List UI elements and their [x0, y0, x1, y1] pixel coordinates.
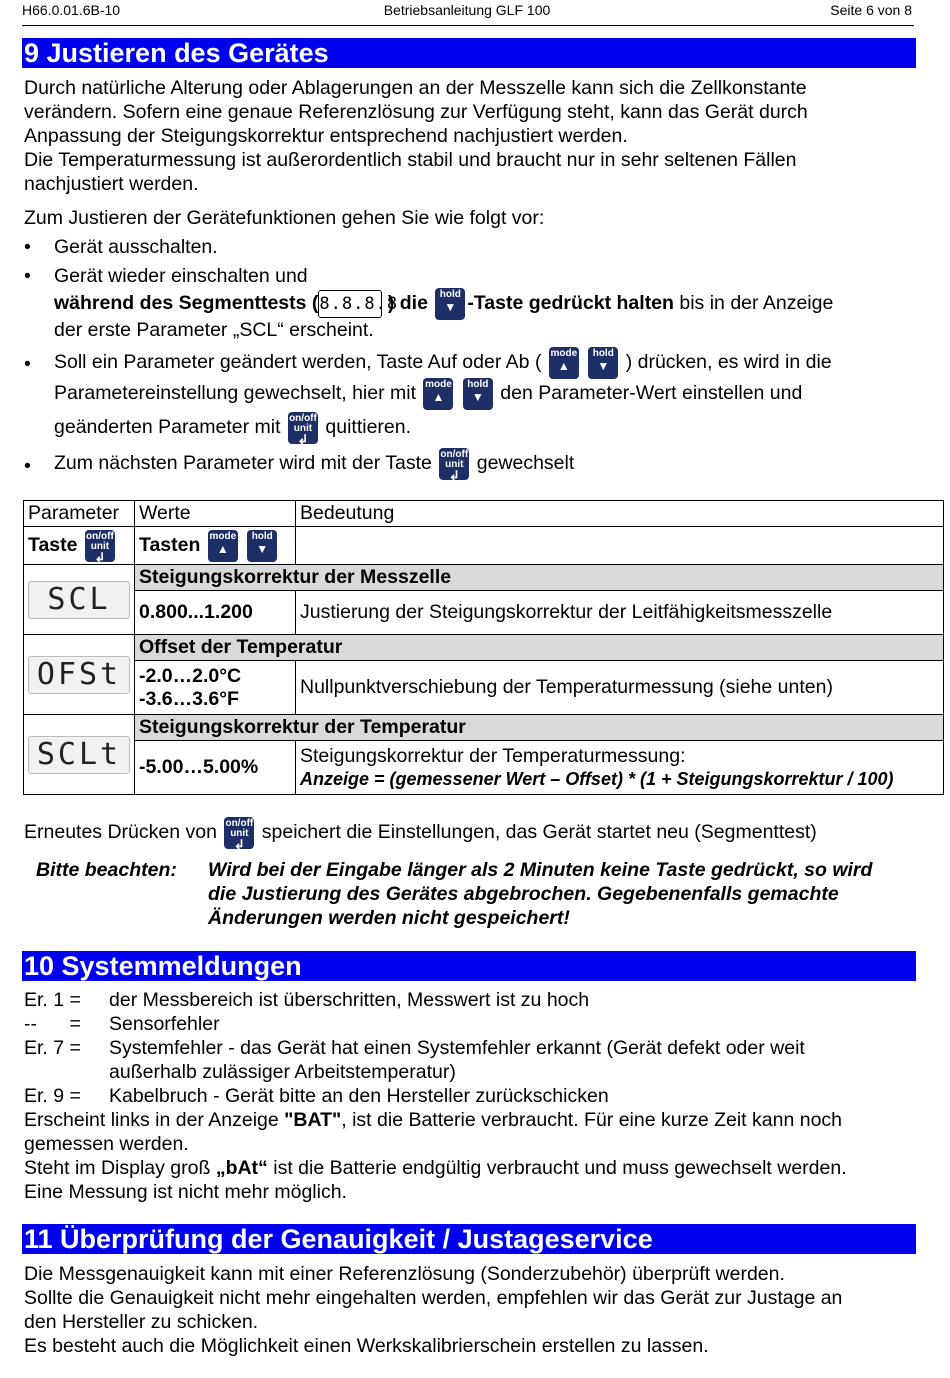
step-2-text-d: bis in der Anzeige	[679, 292, 834, 315]
param-value: -2.0…2.0°C -3.6…3.6°F	[135, 661, 296, 715]
s9-para-line: verändern. Sofern eine genaue Referenzlösung zur Verfügung steht, kann das Gerät durch	[24, 101, 808, 123]
onoff-unit-key-icon: on/off unit ↲	[225, 817, 254, 852]
error-text: Kabelbruch - Gerät bitte an den Hersteller zurückschicken	[109, 1085, 609, 1107]
bullet-icon: •	[24, 455, 31, 477]
s9-para-line: Die Temperaturmessung ist außerordentlich stabil und braucht nur in sehr seltenen Fällen	[24, 149, 797, 171]
table-row	[24, 565, 944, 591]
col-header-bedeutung: Bedeutung	[296, 501, 944, 527]
note-line: Wird bei der Eingabe länger als 2 Minuten keine Taste gedrückt, so wird	[208, 859, 873, 881]
taste-cell: Taste on/off unit ↲	[24, 527, 135, 565]
param-title: Offset der Temperatur	[135, 635, 944, 661]
mode-key-icon: mode ▲	[423, 378, 453, 410]
mode-key-icon: mode ▲	[208, 530, 238, 562]
segment-test-display: 8.8.8.8	[318, 290, 382, 318]
col-header-werte: Werte	[135, 501, 296, 527]
battery-note: Eine Messung ist nicht mehr möglich.	[24, 1181, 347, 1203]
table-header-row	[24, 501, 944, 527]
hold-key-icon: hold ▼	[435, 288, 465, 320]
tasten-cell: Tasten mode ▲ hold ▼	[135, 527, 296, 565]
param-meaning: Justierung der Steigungskorrektur der Leitfähigkeitsmesszelle	[296, 591, 944, 635]
battery-note: Erscheint links in der Anzeige "BAT", ist die Batterie verbraucht. Für eine kurze Zeit kann noch	[24, 1109, 843, 1131]
step-2-line-1: Gerät wieder einschalten und	[54, 265, 308, 287]
error-code: Er. 7 =	[24, 1037, 81, 1059]
onoff-unit-key-icon: on/off unit ↲	[289, 412, 317, 447]
table-row	[24, 661, 944, 715]
param-value: -5.00…5.00%	[135, 741, 296, 795]
hold-key-icon: hold ▼	[247, 530, 277, 562]
table-row	[24, 715, 944, 741]
note-label: Bitte beachten:	[36, 859, 177, 881]
s11-line: Sollte die Genauigkeit nicht mehr eingehalten werden, empfehlen wir das Gerät zur Justage an	[24, 1287, 843, 1309]
step-3-line-1: Soll ein Parameter geändert werden, Taste Auf oder Ab ( mode ▲ hold ▼ ) drücken, es wird in die	[54, 346, 832, 379]
save-note: Erneutes Drücken von on/off unit ↲ speichert die Einstellungen, das Gerät startet neu (Segmenttest)	[24, 817, 817, 852]
bullet-icon: •	[24, 265, 31, 287]
step-3-line-3: geänderten Parameter mit on/off unit ↲ quittieren.	[54, 412, 412, 447]
page-header	[22, 2, 912, 24]
s11-line: Die Messgenauigkeit kann mit einer Referenzlösung (Sonderzubehör) überprüft werden.	[24, 1263, 785, 1285]
note-line: die Justierung des Gerätes abgebrochen. Gegebenenfalls gemachte	[208, 883, 839, 905]
s11-line: Es besteht auch die Möglichkeit einen Werkskalibrierschein erstellen zu lassen.	[24, 1335, 709, 1357]
note-line: Änderungen werden nicht gespeichert!	[208, 907, 570, 929]
s9-intro: Zum Justieren der Gerätefunktionen gehen Sie wie folgt vor:	[24, 207, 545, 229]
page-number: Seite 6 von 8	[830, 2, 912, 18]
s9-para-line: nachjustiert werden.	[24, 173, 199, 195]
doc-title: Betriebsanleitung GLF 100	[383, 2, 551, 18]
param-title: Steigungskorrektur der Temperatur	[135, 715, 944, 741]
lcd-cell	[24, 635, 135, 715]
param-value: 0.800...1.200	[135, 591, 296, 635]
section-10-heading: 10 Systemmeldungen	[22, 951, 916, 981]
onoff-unit-key-icon: on/off unit ↲	[440, 448, 469, 483]
s9-para-line: Durch natürliche Alterung oder Ablagerungen an der Messzelle kann sich die Zellkonstante	[24, 77, 807, 99]
bullet-icon: •	[24, 236, 31, 258]
error-text: Systemfehler - das Gerät hat einen Systemfehler erkannt (Gerät defekt oder weit	[109, 1037, 805, 1059]
table-row	[24, 591, 944, 635]
s11-line: den Hersteller zu schicken.	[24, 1311, 259, 1333]
error-code: Er. 1 =	[24, 989, 81, 1011]
header-rule	[22, 25, 914, 26]
section-11-heading: 11 Überprüfung der Genauigkeit / Justageservice	[22, 1224, 916, 1254]
s9-para-line: Anpassung der Steigungskorrektur entsprechend nachjustiert werden.	[24, 125, 628, 147]
step-3-line-2: Parametereinstellung gewechselt, hier mit mode ▲ hold ▼ den Parameter-Wert einstellen und	[54, 377, 802, 410]
error-text: der Messbereich ist überschritten, Messwert ist zu hoch	[109, 989, 590, 1011]
bullet-icon: •	[24, 353, 31, 375]
col-header-parameter: Parameter	[24, 501, 135, 527]
table-row	[24, 741, 944, 795]
lcd-display-scl: SCL	[28, 581, 130, 619]
step-4: Zum nächsten Parameter wird mit der Taste on/off unit ↲ gewechselt	[54, 448, 575, 483]
param-formula: Anzeige = (gemessener Wert – Offset) * (1 + Steigungskorrektur / 100)	[300, 768, 894, 789]
table-keys-row	[24, 527, 944, 565]
step-2-bold-c: -Taste gedrückt halten	[467, 292, 674, 315]
error-text: Sensorfehler	[109, 1013, 220, 1035]
lcd-display-sclt: SCLt	[28, 736, 130, 774]
battery-note: Steht im Display groß „bAt“ ist die Batterie endgültig verbraucht und muss gewechselt werden.	[24, 1157, 847, 1179]
param-meaning: Steigungskorrektur der Temperaturmessung: Anzeige = (gemessener Wert – Offset) * (1 + Steigungskorrektur / 100)	[296, 741, 944, 795]
param-title: Steigungskorrektur der Messzelle	[135, 565, 944, 591]
lcd-cell	[24, 715, 135, 795]
table-row	[24, 635, 944, 661]
section-9-heading: 9 Justieren des Gerätes	[22, 38, 916, 68]
param-meaning: Nullpunktverschiebung der Temperaturmessung (siehe unten)	[296, 661, 944, 715]
step-2-bold-a: während des Segmenttests (	[54, 292, 319, 315]
step-2-line-2	[54, 288, 833, 320]
step-2-bold-b: ) die	[387, 292, 428, 315]
error-code: Er. 9 =	[24, 1085, 81, 1107]
step-1: Gerät ausschalten.	[54, 236, 218, 258]
lcd-cell	[24, 565, 135, 635]
onoff-unit-key-icon: on/off unit ↲	[86, 530, 114, 565]
error-text: außerhalb zulässiger Arbeitstemperatur)	[109, 1061, 456, 1083]
doc-id: H66.0.01.6B-10	[22, 2, 121, 18]
hold-key-icon: hold ▼	[588, 347, 618, 379]
parameter-table	[23, 500, 944, 795]
battery-note: gemessen werden.	[24, 1133, 189, 1155]
mode-key-icon: mode ▲	[549, 347, 579, 379]
hold-key-icon: hold ▼	[463, 378, 493, 410]
lcd-display-ofst: OFSt	[28, 656, 130, 694]
error-code: -- =	[24, 1013, 81, 1035]
step-2-line-3: der erste Parameter „SCL“ erscheint.	[54, 319, 374, 341]
